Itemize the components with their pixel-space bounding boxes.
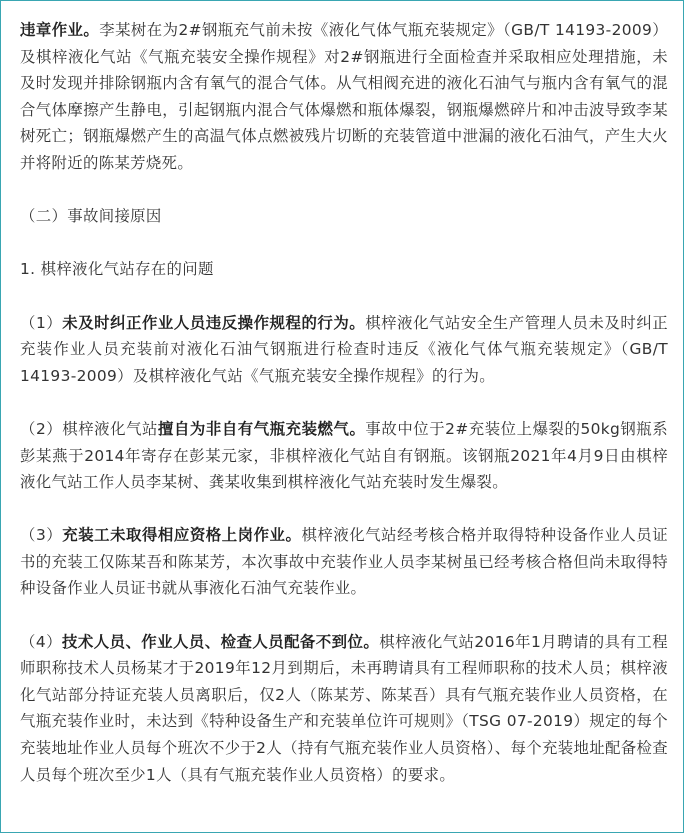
subsection-heading-text: 1. 棋梓液化气站存在的问题 [20, 260, 214, 279]
item-number: （2）棋梓液化气站 [20, 419, 158, 438]
paragraph-violation [20, 17, 668, 177]
subsection-heading-station-problems [20, 256, 668, 283]
item-number: （4） [20, 632, 62, 651]
paragraph-item-2 [20, 416, 668, 496]
item-heading: 擅自为非自有气瓶充装燃气。 [158, 419, 366, 438]
item-text: 事故中位于2#充装位上爆裂的50kg钢瓶系彭某燕于2014年寄存在彭某元家，非棋梓液化气站自有钢瓶。该钢瓶2021年4月9日由棋梓液化气站工作人员李某树、龚某收集到棋梓液化气站充装时发生爆裂。 [20, 419, 668, 492]
paragraph-heading: 违章作业。 [20, 21, 100, 39]
item-heading: 未及时纠正作业人员违反操作规程的行为。 [62, 313, 366, 332]
item-number: （3） [20, 526, 63, 545]
section-heading-indirect-causes [20, 203, 668, 230]
item-text: 棋梓液化气站经考核合格并取得特种设备作业人员证书的充装工仅陈某吾和陈某芳，本次事故中充装作业人员李某树虽已经考核合格但尚未取得特种设备作业人员证书就从事液化石油气充装作业。 [20, 526, 668, 598]
article-body [20, 17, 668, 788]
item-text: 棋梓液化气站2016年1月聘请的具有工程师职称技术人员杨某才于2019年12月到期后，未再聘请具有工程师职称的技术人员；棋梓液化气站部分持证充装人员离职后，仅2人（陈某芳、陈某吾）具有气瓶充装作业人员资格，在气瓶充装作业时，未达到《特种设备生产和充装单位许可规则》（TSG 07-2019）规定的每个充装地址作业人员每个班次不少于2人（持有气瓶充装作业人员资格）、每个充装地址配备检查人员每个班次至少1人（具有气瓶充装作业人员资格）的要求。 [20, 632, 668, 784]
section-heading-text: （二）事故间接原因 [20, 207, 162, 226]
item-heading: 充装工未取得相应资格上岗作业。 [62, 526, 302, 545]
item-heading: 技术人员、作业人员、检查人员配备不到位。 [62, 632, 380, 651]
paragraph-item-3 [20, 522, 668, 602]
paragraph-item-4 [20, 629, 668, 789]
paragraph-text: 李某树在为2#钢瓶充气前未按《液化气体气瓶充装规定》（GB/T 14193-2009）及棋梓液化气站《气瓶充装安全操作规程》对2#钢瓶进行全面检查并采取相应处理措施，未及时发现并排除钢瓶内含有氧气的混合气体。从气相阀充进的液化石油气与瓶内含有氧气的混合气体摩擦产生静电，引起钢瓶内混合气体爆燃和瓶体爆裂，钢瓶爆燃碎片和冲击波导致李某树死亡；钢瓶爆燃产生的高温气体点燃被残片切断的充装管道中泄漏的液化石油气，产生大火并将附近的陈某芳烧死。 [20, 21, 668, 172]
item-text: 棋梓液化气站安全生产管理人员未及时纠正充装作业人员充装前对液化石油气钢瓶进行检查时违反《液化气体气瓶充装规定》（GB/T 14193-2009）及棋梓液化气站《气瓶充装安全操作规程》的行为。 [20, 313, 669, 385]
item-number: （1） [20, 313, 63, 332]
paragraph-item-1 [20, 310, 668, 390]
